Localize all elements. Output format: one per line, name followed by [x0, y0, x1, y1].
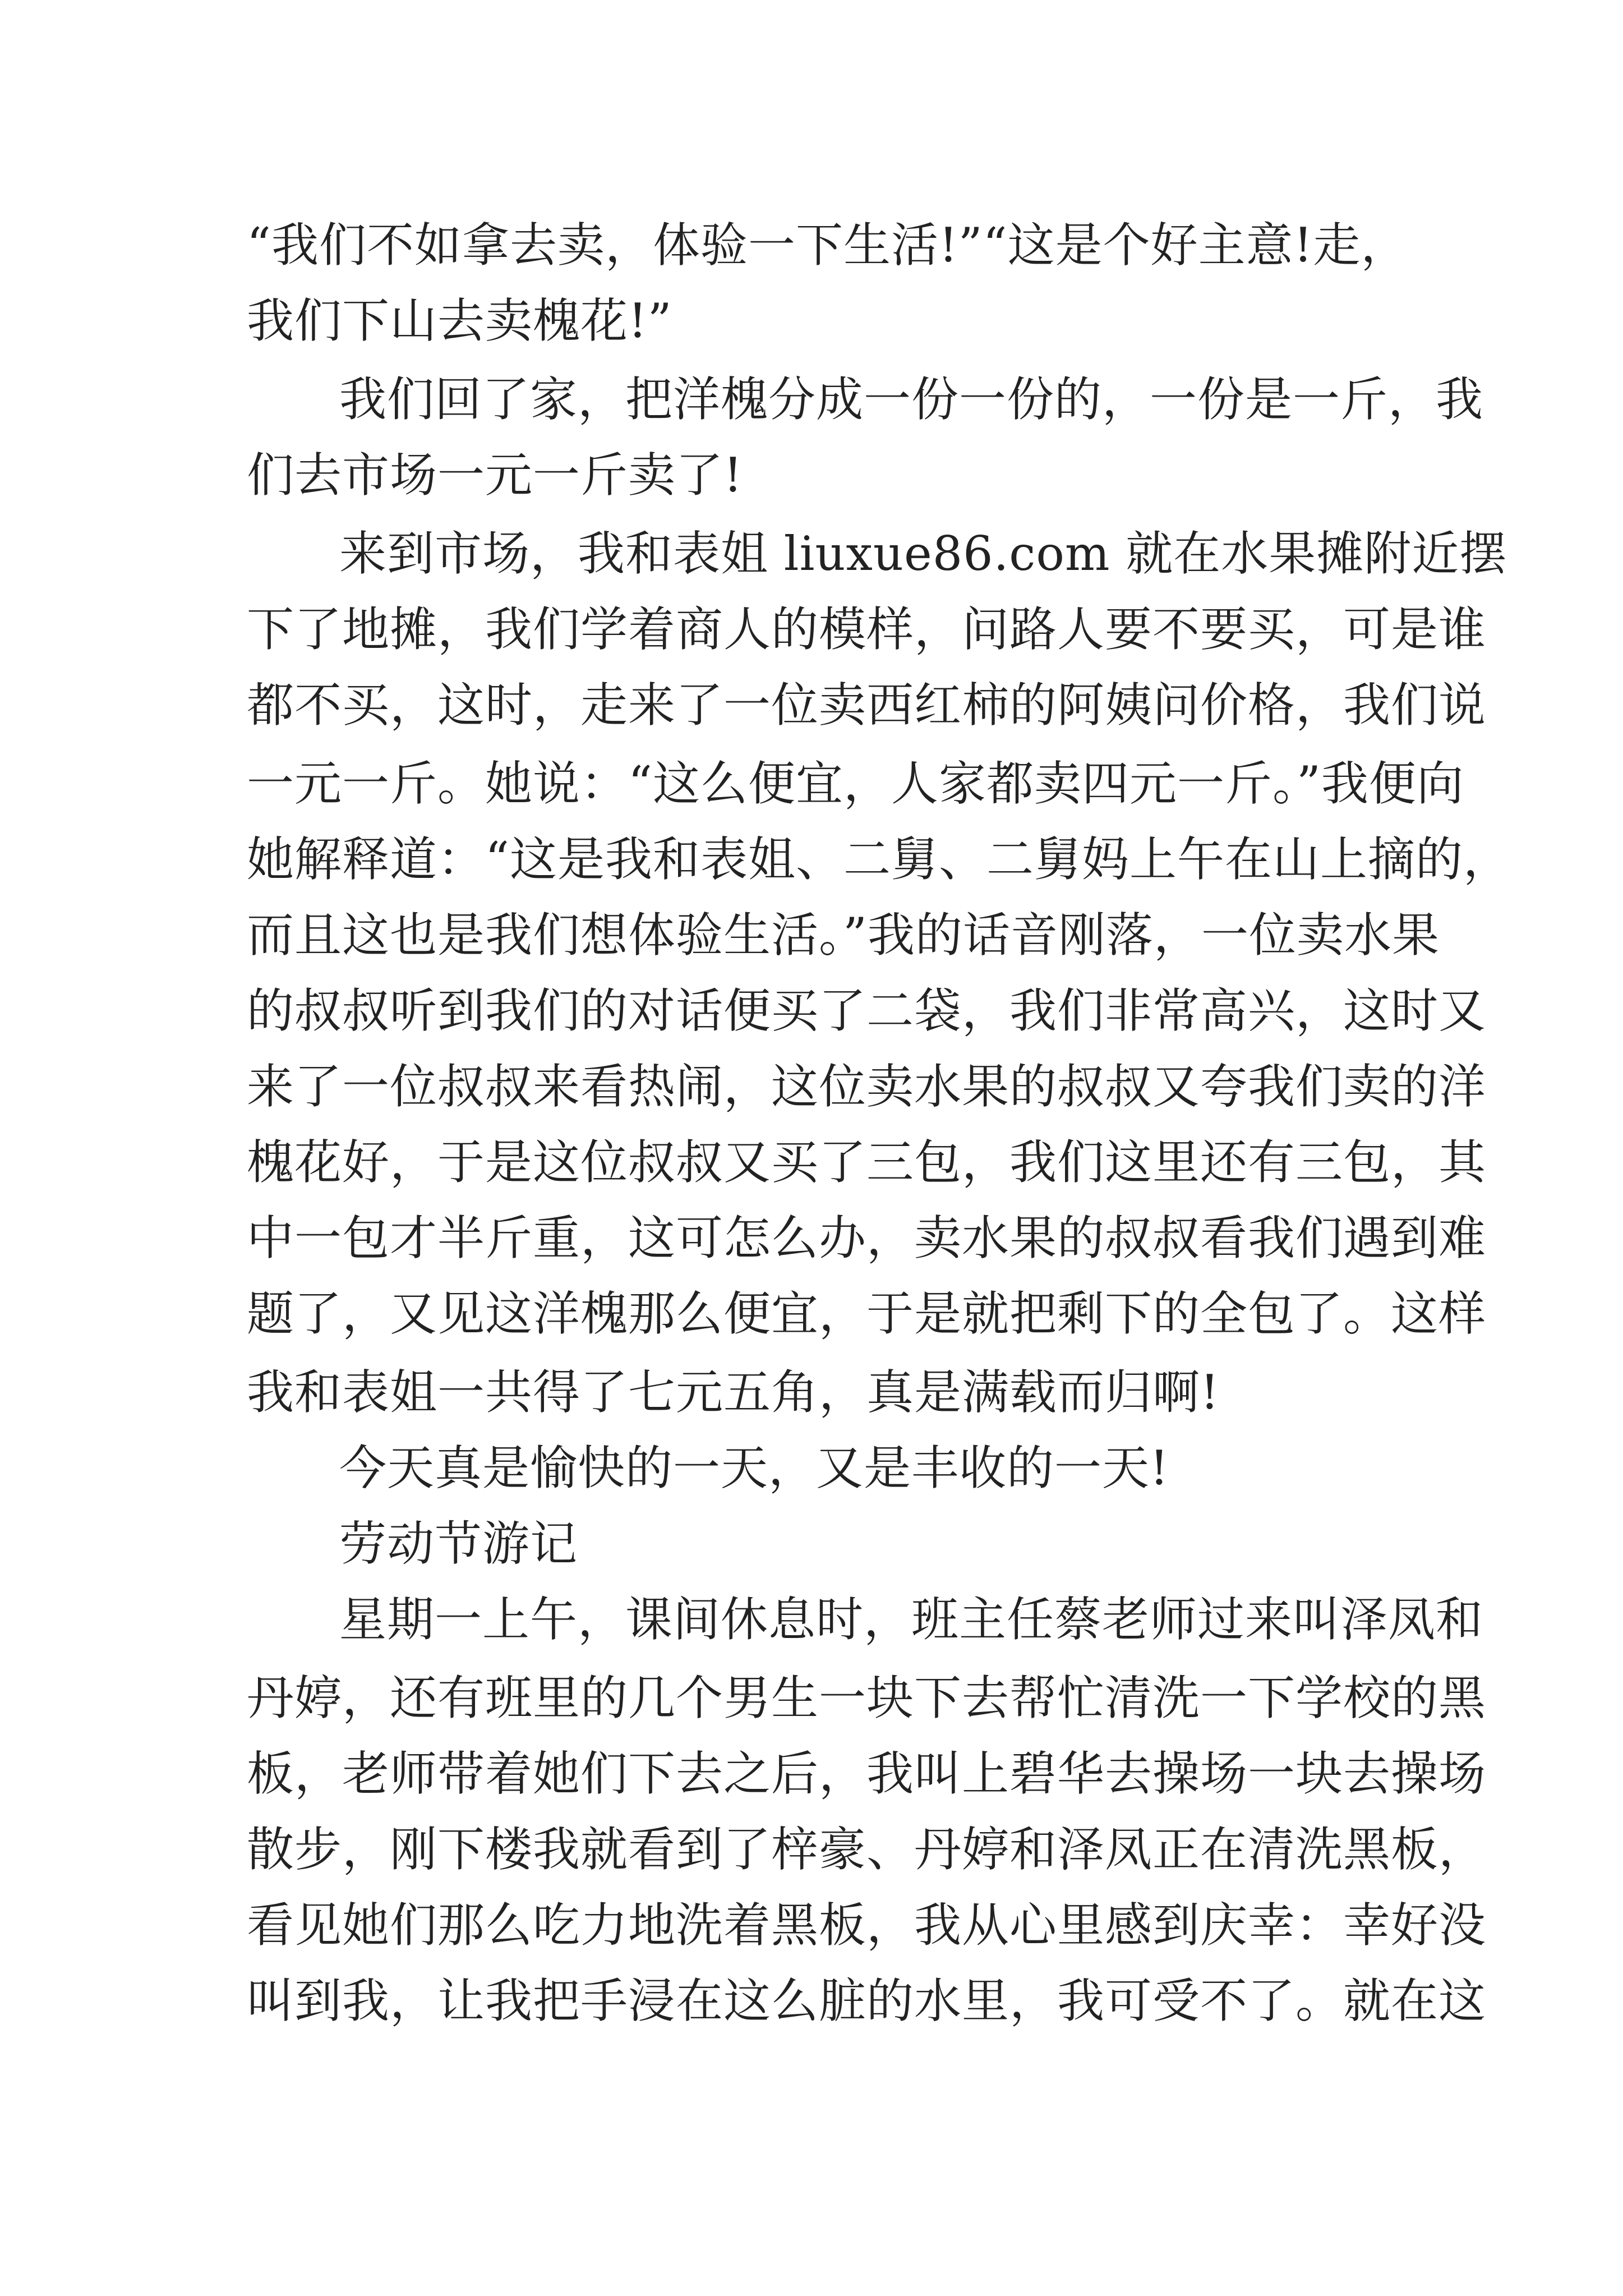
- text-line-24: 叫到我，让我把手浸在这么脏的水里，我可受不了。就在这: [247, 1973, 1487, 2028]
- text-line-2: 我们下山去卖槐花!”: [247, 293, 672, 348]
- text-line-7: 都不买，这时，走来了一位卖西红柿的阿姨问价格，我们说: [247, 678, 1487, 733]
- text-line-12: 来了一位叔叔来看热闹，这位卖水果的叔叔又夸我们卖的洋: [247, 1059, 1487, 1114]
- text-line-15: 题了，又见这洋槐那么便宜，于是就把剩下的全包了。这样: [247, 1286, 1487, 1341]
- text-line-11: 的叔叔听到我们的对话便买了二袋，我们非常高兴，这时又: [247, 983, 1487, 1038]
- text-line-14: 中一包才半斤重，这可怎么办，卖水果的叔叔看我们遇到难: [247, 1211, 1487, 1266]
- text-line-13: 槐花好，于是这位叔叔又买了三包，我们这里还有三包，其: [247, 1135, 1487, 1190]
- text-line-16: 我和表姐一共得了七元五角，真是满载而归啊!: [247, 1365, 1220, 1420]
- text-line-22: 散步，刚下楼我就看到了梓豪、丹婷和泽凤正在清洗黑板，: [247, 1822, 1487, 1877]
- text-line-6: 下了地摊，我们学着商人的模样，问路人要不要买，可是谁: [247, 602, 1487, 657]
- text-line-19: 星期一上午，课间休息时，班主任蔡老师过来叫泽凤和: [339, 1592, 1484, 1647]
- text-line-10: 而且这也是我们想体验生活。”我的话音刚落，一位卖水果: [247, 908, 1440, 963]
- text-line-9: 她解释道：“这是我和表姐、二舅、二舅妈上午在山上摘的，: [247, 832, 1511, 887]
- section-heading: 劳动节游记: [339, 1516, 578, 1571]
- text-line-4: 们去市场一元一斤卖了!: [247, 448, 743, 503]
- text-line-21: 板，老师带着她们下去之后，我叫上碧华去操场一块去操场: [247, 1746, 1487, 1801]
- text-line-8: 一元一斤。她说：“这么便宜，人家都卖四元一斤。”我便向: [247, 756, 1464, 811]
- text-line-20: 丹婷，还有班里的几个男生一块下去帮忙清洗一下学校的黑: [247, 1671, 1487, 1726]
- text-line-1: “我们不如拿去卖，体验一下生活!”“这是个好主意!走，: [247, 218, 1409, 273]
- text-line-5: 来到市场，我和表姐 liuxue86.com 就在水果摊附近摆: [339, 526, 1507, 581]
- text-line-3: 我们回了家，把洋槐分成一份一份的，一份是一斤，我: [339, 372, 1484, 427]
- text-line-23: 看见她们那么吃力地洗着黑板，我从心里感到庆幸：幸好没: [247, 1898, 1487, 1953]
- text-line-17: 今天真是愉快的一天，又是丰收的一天!: [339, 1441, 1169, 1496]
